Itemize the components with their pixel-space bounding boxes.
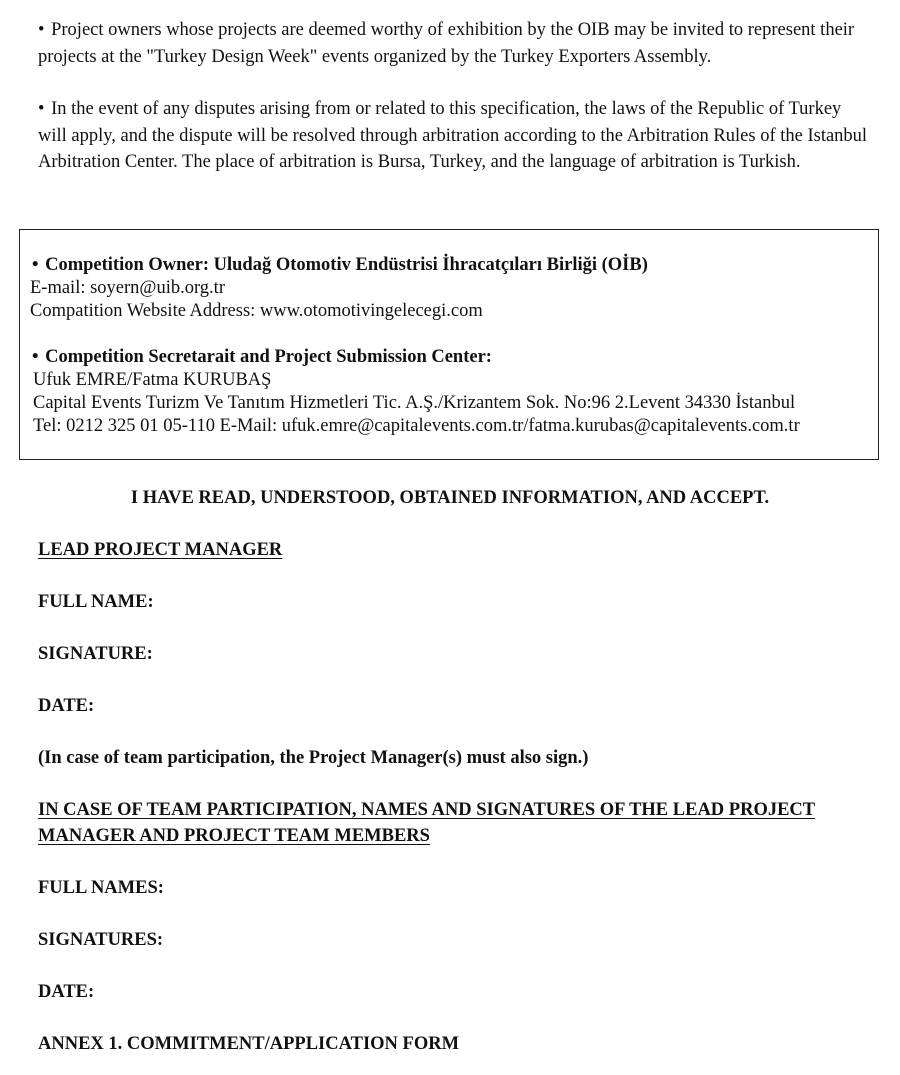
competition-owner-heading bbox=[32, 254, 648, 277]
competition-owner-text: Competition Owner: Uludağ Otomotiv Endüstrisi İhracatçıları Birliği (OİB) bbox=[45, 255, 648, 275]
signatures-label: SIGNATURES: bbox=[38, 930, 164, 950]
owner-website: Compatition Website Address: www.otomotivingelecegi.com bbox=[30, 301, 483, 321]
secretariat-contact: Tel: 0212 325 01 05-110 E-Mail: ufuk.emre@capitalevents.com.tr/fatma.kurubas@capitalevents.com.tr bbox=[33, 416, 800, 436]
exhibition-paragraph-text: Project owners whose projects are deemed worthy of exhibition by the OIB may be invited to represent their projects at the "Turkey Design Week" events organized by the Turkey Exporters Assembly. bbox=[38, 20, 855, 67]
full-name-label: FULL NAME: bbox=[38, 592, 154, 612]
owner-email: E-mail: soyern@uib.org.tr bbox=[30, 278, 225, 298]
disputes-paragraph bbox=[38, 96, 868, 176]
date-label: DATE: bbox=[38, 696, 95, 716]
secretariat-heading bbox=[32, 346, 492, 369]
contact-info-box bbox=[19, 229, 879, 460]
acceptance-statement: I HAVE READ, UNDERSTOOD, OBTAINED INFORMATION, AND ACCEPT. bbox=[130, 488, 770, 508]
secretariat-names: Ufuk EMRE/Fatma KURUBAŞ bbox=[33, 370, 272, 390]
full-names-label: FULL NAMES: bbox=[38, 878, 164, 898]
team-date-label: DATE: bbox=[38, 982, 95, 1002]
team-heading-line-2: MANAGER AND PROJECT TEAM MEMBERS bbox=[38, 826, 430, 846]
secretariat-heading-text: Competition Secretarait and Project Submission Center: bbox=[45, 347, 492, 367]
bullet-glyph: • bbox=[32, 347, 39, 367]
lead-project-manager-heading: LEAD PROJECT MANAGER bbox=[38, 540, 283, 560]
bullet-glyph: • bbox=[38, 20, 45, 40]
annex-title: ANNEX 1. COMMITMENT/APPLICATION FORM bbox=[38, 1034, 460, 1054]
bullet-glyph: • bbox=[38, 99, 45, 119]
bullet-glyph: • bbox=[32, 255, 39, 275]
secretariat-address: Capital Events Turizm Ve Tanıtım Hizmetleri Tic. A.Ş./Krizantem Sok. No:96 2.Levent 34330 İstanbul bbox=[33, 393, 796, 413]
team-heading-line-1: IN CASE OF TEAM PARTICIPATION, NAMES AND SIGNATURES OF THE LEAD PROJECT bbox=[38, 800, 816, 820]
signature-label: SIGNATURE: bbox=[38, 644, 153, 664]
exhibition-paragraph bbox=[38, 17, 868, 70]
disputes-paragraph-text: In the event of any disputes arising from or related to this specification, the laws of the Republic of Turkey will apply, and the dispute will be resolved through arbitration according to the Arbitration Rules of the Istanbul Arbitration Center. The place of arbitration is Bursa, Turkey, and the language of arbitration is Turkish. bbox=[38, 99, 868, 172]
team-participation-note: (In case of team participation, the Project Manager(s) must also sign.) bbox=[38, 748, 589, 768]
